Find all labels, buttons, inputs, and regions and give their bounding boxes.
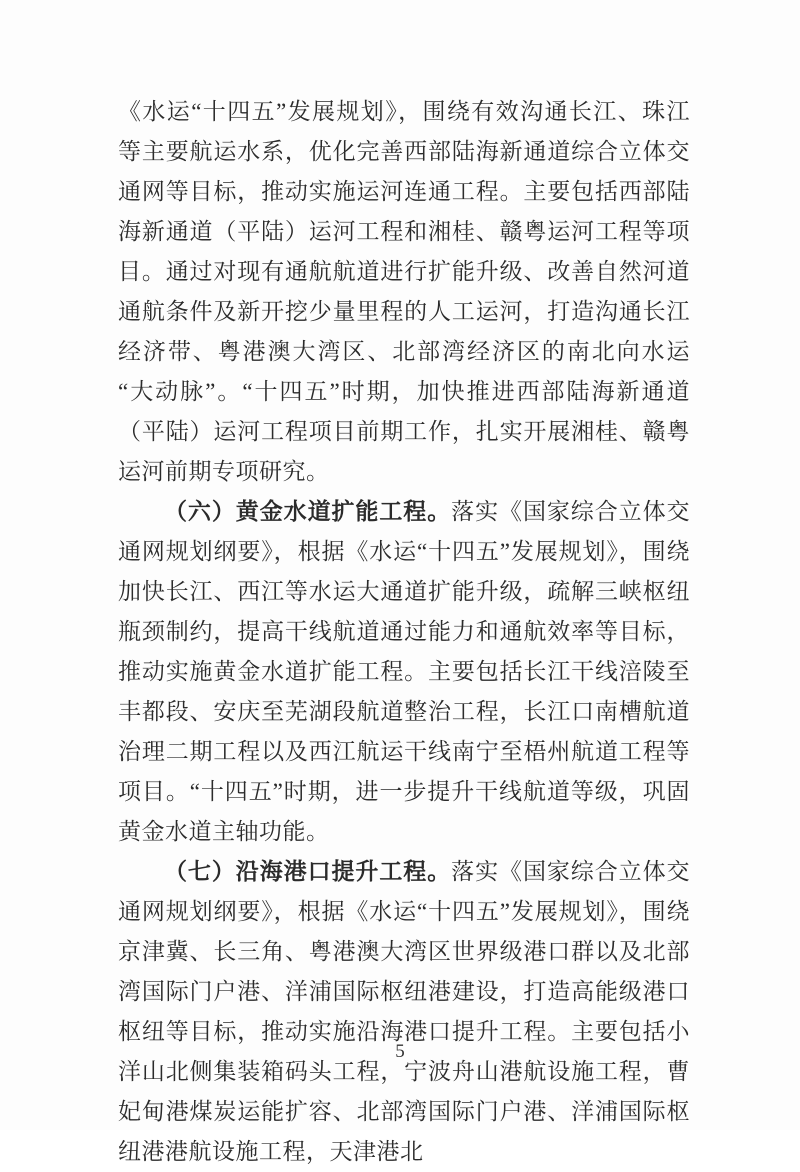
paragraph-text: 落实《国家综合立体交通网规划纲要》，根据《水运“十四五”发展规划》，围绕加快长江、西江等水运大通道扩能升级，疏解三峡枢纽瓶颈制约，提高干线航道通过能力和通航效率等目标，推动实施黄金水道扩能工程。主要包括长江干线涪陵至丰都段、安庆至芜湖段航道整治工程，长江口南槽航道治理二期工程以及西江航运干线南宁至梧州航道工程等项目。“十四五”时期，进一步提升干线航道等级，巩固黄金水道主轴功能。 xyxy=(118,499,691,844)
section-heading-7: （七）沿海港口提升工程。 xyxy=(164,859,452,884)
paragraph-section-7-coastal-ports xyxy=(118,852,690,1172)
paragraph-text: 《水运“十四五”发展规划》，围绕有效沟通长江、珠江等主要航运水系，优化完善西部陆海新通道综合立体交通网等目标，推动实施运河连通工程。主要包括西部陆海新通道（平陆）运河工程和湘桂、赣粤运河工程等项目。通过对现有通航航道进行扩能升级、改善自然河道通航条件及新开挖少量里程的人工运河，打造沟通长江经济带、粤港澳大湾区、北部湾经济区的南北向水运“大动脉”。“十四五”时期，加快推进西部陆海新通道（平陆）运河工程项目前期工作，扎实开展湘桂、赣粤运河前期专项研究。 xyxy=(118,99,690,484)
paragraph-text: 落实《国家综合立体交通网规划纲要》，根据《水运“十四五”发展规划》，围绕京津冀、长三角、粤港澳大湾区世界级港口群以及北部湾国际门户港、洋浦国际枢纽港建设，打造高能级港口枢纽等目标，推动实施沿海港口提升工程。主要包括小洋山北侧集装箱码头工程，宁波舟山港航设施工程，曹妃甸港煤炭运能扩容、北部湾国际门户港、洋浦国际枢纽港港航设施工程，天津港北 xyxy=(118,859,691,1164)
paragraph-canal-connectivity-continued xyxy=(118,92,690,492)
section-heading-6: （六）黄金水道扩能工程。 xyxy=(164,499,452,524)
page-body xyxy=(118,92,690,1172)
paragraph-section-6-golden-waterway xyxy=(118,492,690,852)
page-number: 5 xyxy=(395,1041,405,1062)
